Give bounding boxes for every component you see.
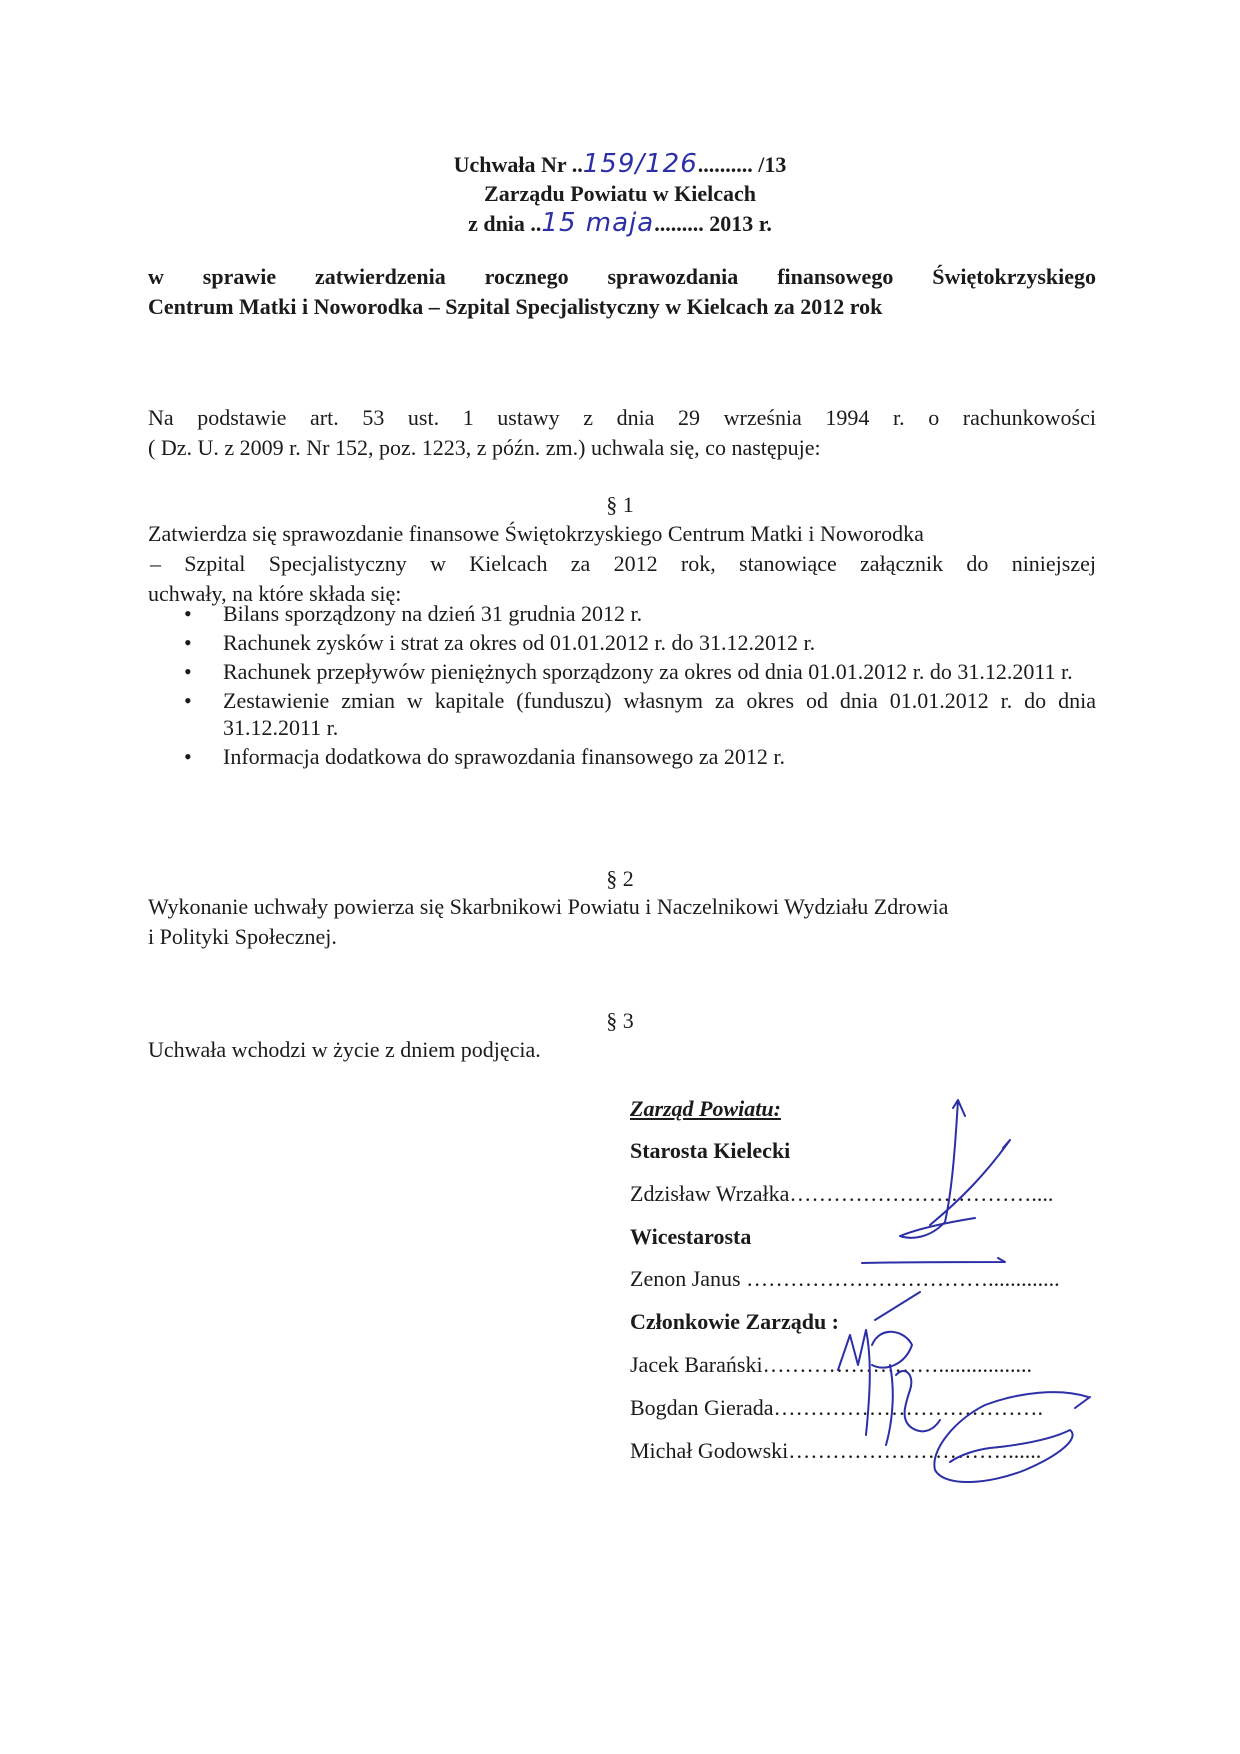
resolution-number-line xyxy=(0,150,1240,179)
section-2-text xyxy=(148,892,1096,952)
dots: .. xyxy=(571,152,583,177)
subject-line-1: w sprawie zatwierdzenia rocznego sprawozdania finansowego Świętokrzyskiego xyxy=(148,264,1096,289)
section-1-line-3: uchwały, na które składa się: xyxy=(148,581,402,606)
vice-starosta-signature-line: Zenon Janus ……………………………............. xyxy=(630,1266,1060,1291)
date-year: 2013 r. xyxy=(709,211,772,236)
handwritten-resolution-number: 159/126 xyxy=(582,149,698,179)
vice-starosta-signature-mark xyxy=(862,1258,1005,1263)
dots: .. xyxy=(530,211,542,236)
section-2-line-2: i Polityki Społecznej. xyxy=(148,924,337,949)
member-1-signature-line: Jacek Barański……………………................. xyxy=(630,1352,1033,1377)
resolution-subject xyxy=(148,262,1096,322)
member-2-signature-line: Bogdan Gierada………………………………. xyxy=(630,1395,1044,1420)
list-item: • Rachunek przepływów pieniężnych sporządzony za okres od dnia 01.01.2012 r. do 31.12.2011 r. xyxy=(148,658,1096,685)
section-1-heading: § 1 xyxy=(606,492,634,517)
list-item: • Informacja dodatkowa do sprawozdania finansowego za 2012 r. xyxy=(148,743,1096,770)
starosta-signature-mark xyxy=(900,1100,1010,1238)
list-item: • Rachunek zysków i strat za okres od 01.01.2012 r. do 31.12.2012 r. xyxy=(148,629,1096,656)
member-3-signature-line: Michał Godowski…………………………...... xyxy=(630,1438,1042,1463)
resolution-year-suffix: /13 xyxy=(758,152,787,177)
vice-starosta-title: Wicestarosta xyxy=(630,1224,752,1249)
section-1-line-2: – Szpital Specjalistyczny w Kielcach za 2012 rok, stanowiące załącznik do niniejszej xyxy=(150,551,1096,576)
starosta-title: Starosta Kielecki xyxy=(630,1138,791,1163)
section-1-line-1: Zatwierdza się sprawozdanie finansowe Świętokrzyskiego Centrum Matki i Noworodka xyxy=(148,521,924,546)
list-item: • Zestawienie zmian w kapitale (funduszu) własnym za okres od dnia 01.01.2012 r. do dnia 31.12.2011 r. xyxy=(148,687,1096,741)
starosta-signature-line: Zdzisław Wrzałka…………………………….... xyxy=(630,1181,1054,1206)
resolution-date-line xyxy=(0,209,1240,238)
dots: ......... xyxy=(654,211,704,236)
resolution-number-label: Uchwała Nr xyxy=(453,152,567,177)
section-3-text: Uchwała wchodzi w życie z dniem podjęcia. xyxy=(148,1037,541,1062)
handwritten-date: 15 maja xyxy=(541,208,655,238)
subject-line-2: Centrum Matki i Noworodka – Szpital Specjalistyczny w Kielcach za 2012 rok xyxy=(148,294,883,319)
section-3-heading: § 3 xyxy=(606,1008,634,1033)
dots: .......... xyxy=(697,152,753,177)
section-2-line-1: Wykonanie uchwały powierza się Skarbnikowi Powiatu i Naczelnikowi Wydziału Zdrowia xyxy=(148,894,949,919)
legal-basis xyxy=(148,403,1096,463)
financial-statement-components-list xyxy=(148,600,1096,772)
legal-basis-line-2: ( Dz. U. z 2009 r. Nr 152, poz. 1223, z późn. zm.) uchwala się, co następuje: xyxy=(148,435,821,460)
legal-basis-line-1: Na podstawie art. 53 ust. 1 ustawy z dnia 29 września 1994 r. o rachunkowości xyxy=(148,405,1096,430)
issuing-body: Zarządu Powiatu w Kielcach xyxy=(484,181,756,206)
board-members-title: Członkowie Zarządu : xyxy=(630,1309,839,1334)
board-heading: Zarząd Powiatu: xyxy=(630,1096,781,1121)
section-1-text xyxy=(148,519,1096,609)
section-2-heading: § 2 xyxy=(606,866,634,891)
list-item: • Bilans sporządzony na dzień 31 grudnia 2012 r. xyxy=(148,600,1096,627)
date-label: z dnia xyxy=(468,211,525,236)
